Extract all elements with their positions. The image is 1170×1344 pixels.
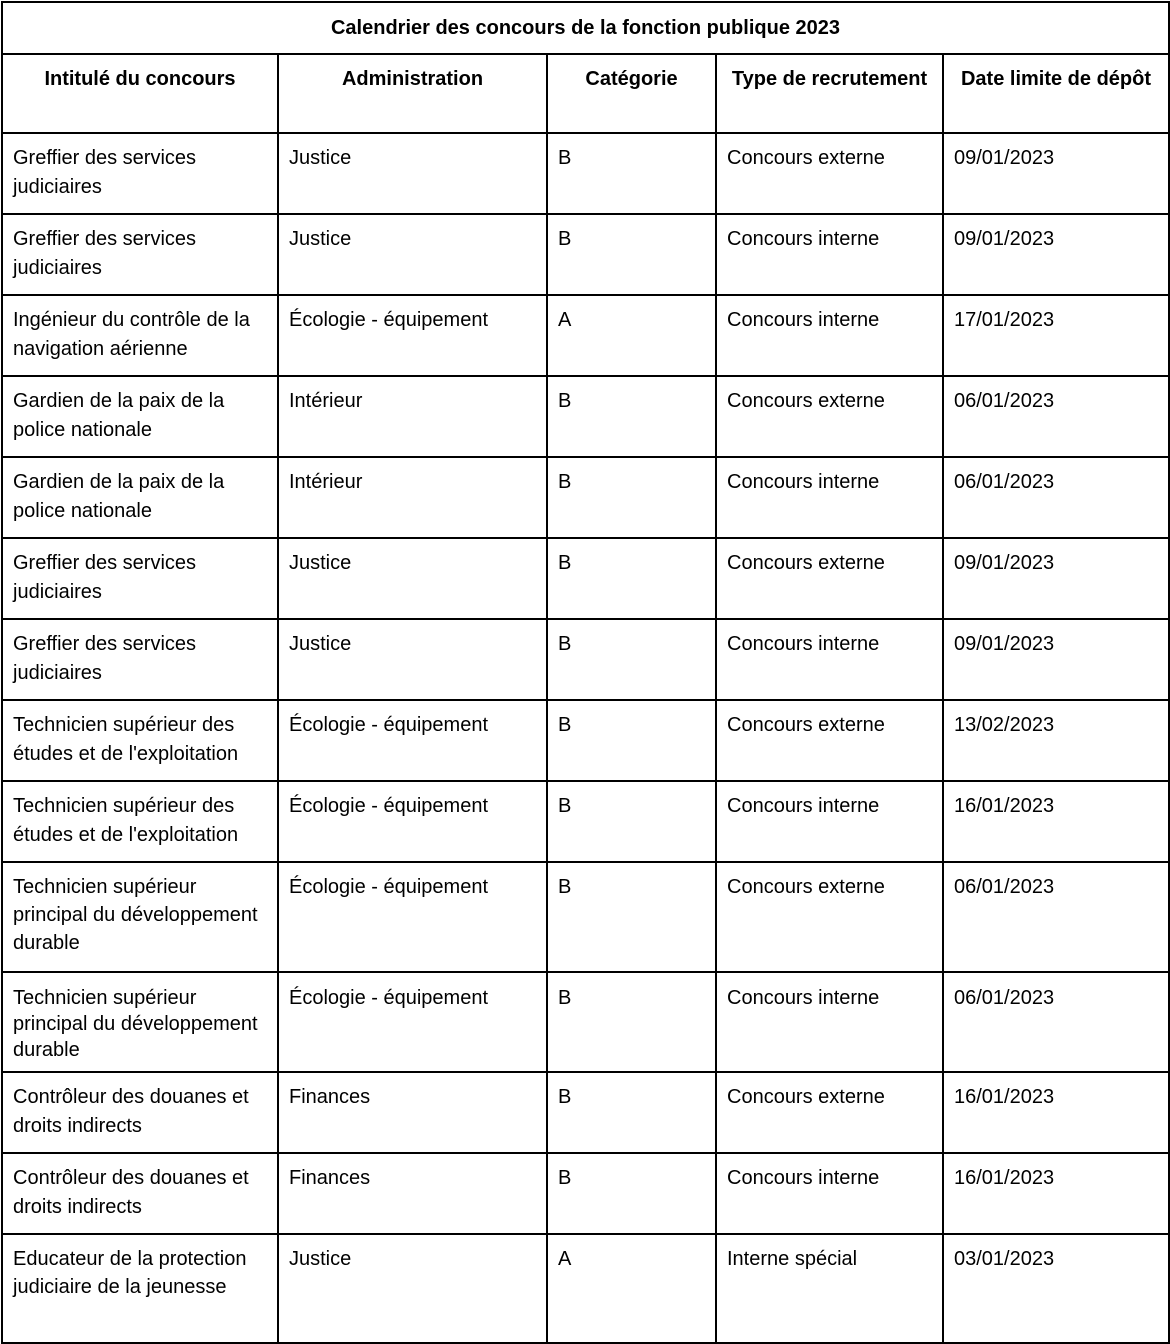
cell-intitule: Greffier des services judiciaires [2,133,278,214]
cell-type: Concours externe [716,133,943,214]
cell-categorie: B [547,972,716,1072]
table-row [2,862,1169,972]
cell-type: Interne spécial [716,1234,943,1343]
cell-intitule: Gardien de la paix de la police nationale [2,457,278,538]
cell-intitule: Gardien de la paix de la police nationale [2,376,278,457]
cell-date: 06/01/2023 [943,457,1169,538]
cell-type: Concours interne [716,619,943,700]
table-row [2,295,1169,376]
cell-type: Concours externe [716,376,943,457]
cell-type: Concours interne [716,972,943,1072]
cell-type: Concours interne [716,781,943,862]
cell-intitule: Ingénieur du contrôle de la navigation aérienne [2,295,278,376]
concours-calendar-table [1,1,1170,1344]
cell-type: Concours externe [716,1072,943,1153]
cell-date: 06/01/2023 [943,862,1169,972]
cell-administration: Justice [278,133,547,214]
cell-intitule: Technicien supérieur principal du développement durable [2,972,278,1072]
cell-intitule: Educateur de la protection judiciaire de la jeunesse [2,1234,278,1343]
header-categorie: Catégorie [547,54,716,133]
cell-type: Concours interne [716,295,943,376]
cell-categorie: A [547,295,716,376]
cell-date: 17/01/2023 [943,295,1169,376]
cell-categorie: B [547,700,716,781]
cell-categorie: B [547,457,716,538]
cell-intitule: Contrôleur des douanes et droits indirects [2,1072,278,1153]
table-row [2,457,1169,538]
table-row [2,1072,1169,1153]
cell-administration: Justice [278,1234,547,1343]
cell-administration: Justice [278,619,547,700]
cell-date: 03/01/2023 [943,1234,1169,1343]
cell-date: 09/01/2023 [943,133,1169,214]
header-administration: Administration [278,54,547,133]
table-row [2,133,1169,214]
table-row [2,1234,1169,1343]
cell-intitule: Contrôleur des douanes et droits indirects [2,1153,278,1234]
cell-administration: Justice [278,214,547,295]
cell-categorie: B [547,1153,716,1234]
cell-intitule: Greffier des services judiciaires [2,538,278,619]
cell-date: 09/01/2023 [943,214,1169,295]
cell-categorie: B [547,214,716,295]
cell-categorie: B [547,1072,716,1153]
table-title-row [2,2,1169,54]
cell-date: 16/01/2023 [943,1072,1169,1153]
table-title: Calendrier des concours de la fonction publique 2023 [2,2,1169,54]
table-header-row [2,54,1169,133]
cell-type: Concours externe [716,862,943,972]
cell-type: Concours interne [716,1153,943,1234]
cell-date: 13/02/2023 [943,700,1169,781]
cell-categorie: B [547,619,716,700]
header-type-recrutement: Type de recrutement [716,54,943,133]
cell-intitule: Technicien supérieur des études et de l'exploitation [2,700,278,781]
cell-type: Concours interne [716,457,943,538]
cell-type: Concours externe [716,538,943,619]
cell-administration: Écologie - équipement [278,781,547,862]
cell-administration: Intérieur [278,376,547,457]
table-row [2,538,1169,619]
cell-administration: Intérieur [278,457,547,538]
cell-administration: Finances [278,1153,547,1234]
cell-administration: Écologie - équipement [278,972,547,1072]
cell-date: 06/01/2023 [943,972,1169,1072]
cell-categorie: A [547,1234,716,1343]
cell-administration: Justice [278,538,547,619]
cell-date: 09/01/2023 [943,619,1169,700]
cell-intitule: Technicien supérieur des études et de l'exploitation [2,781,278,862]
cell-type: Concours interne [716,214,943,295]
table-row [2,214,1169,295]
table-row [2,972,1169,1072]
cell-administration: Finances [278,1072,547,1153]
table-row [2,700,1169,781]
cell-intitule: Greffier des services judiciaires [2,214,278,295]
cell-categorie: B [547,862,716,972]
cell-date: 16/01/2023 [943,781,1169,862]
cell-type: Concours externe [716,700,943,781]
cell-categorie: B [547,376,716,457]
cell-categorie: B [547,781,716,862]
table-row [2,376,1169,457]
table-row [2,619,1169,700]
table-row [2,1153,1169,1234]
cell-administration: Écologie - équipement [278,862,547,972]
header-intitule: Intitulé du concours [2,54,278,133]
cell-intitule: Greffier des services judiciaires [2,619,278,700]
table-row [2,781,1169,862]
cell-administration: Écologie - équipement [278,295,547,376]
cell-categorie: B [547,538,716,619]
cell-date: 06/01/2023 [943,376,1169,457]
cell-date: 16/01/2023 [943,1153,1169,1234]
header-date-limite: Date limite de dépôt [943,54,1169,133]
cell-categorie: B [547,133,716,214]
cell-administration: Écologie - équipement [278,700,547,781]
cell-intitule: Technicien supérieur principal du développement durable [2,862,278,972]
cell-date: 09/01/2023 [943,538,1169,619]
